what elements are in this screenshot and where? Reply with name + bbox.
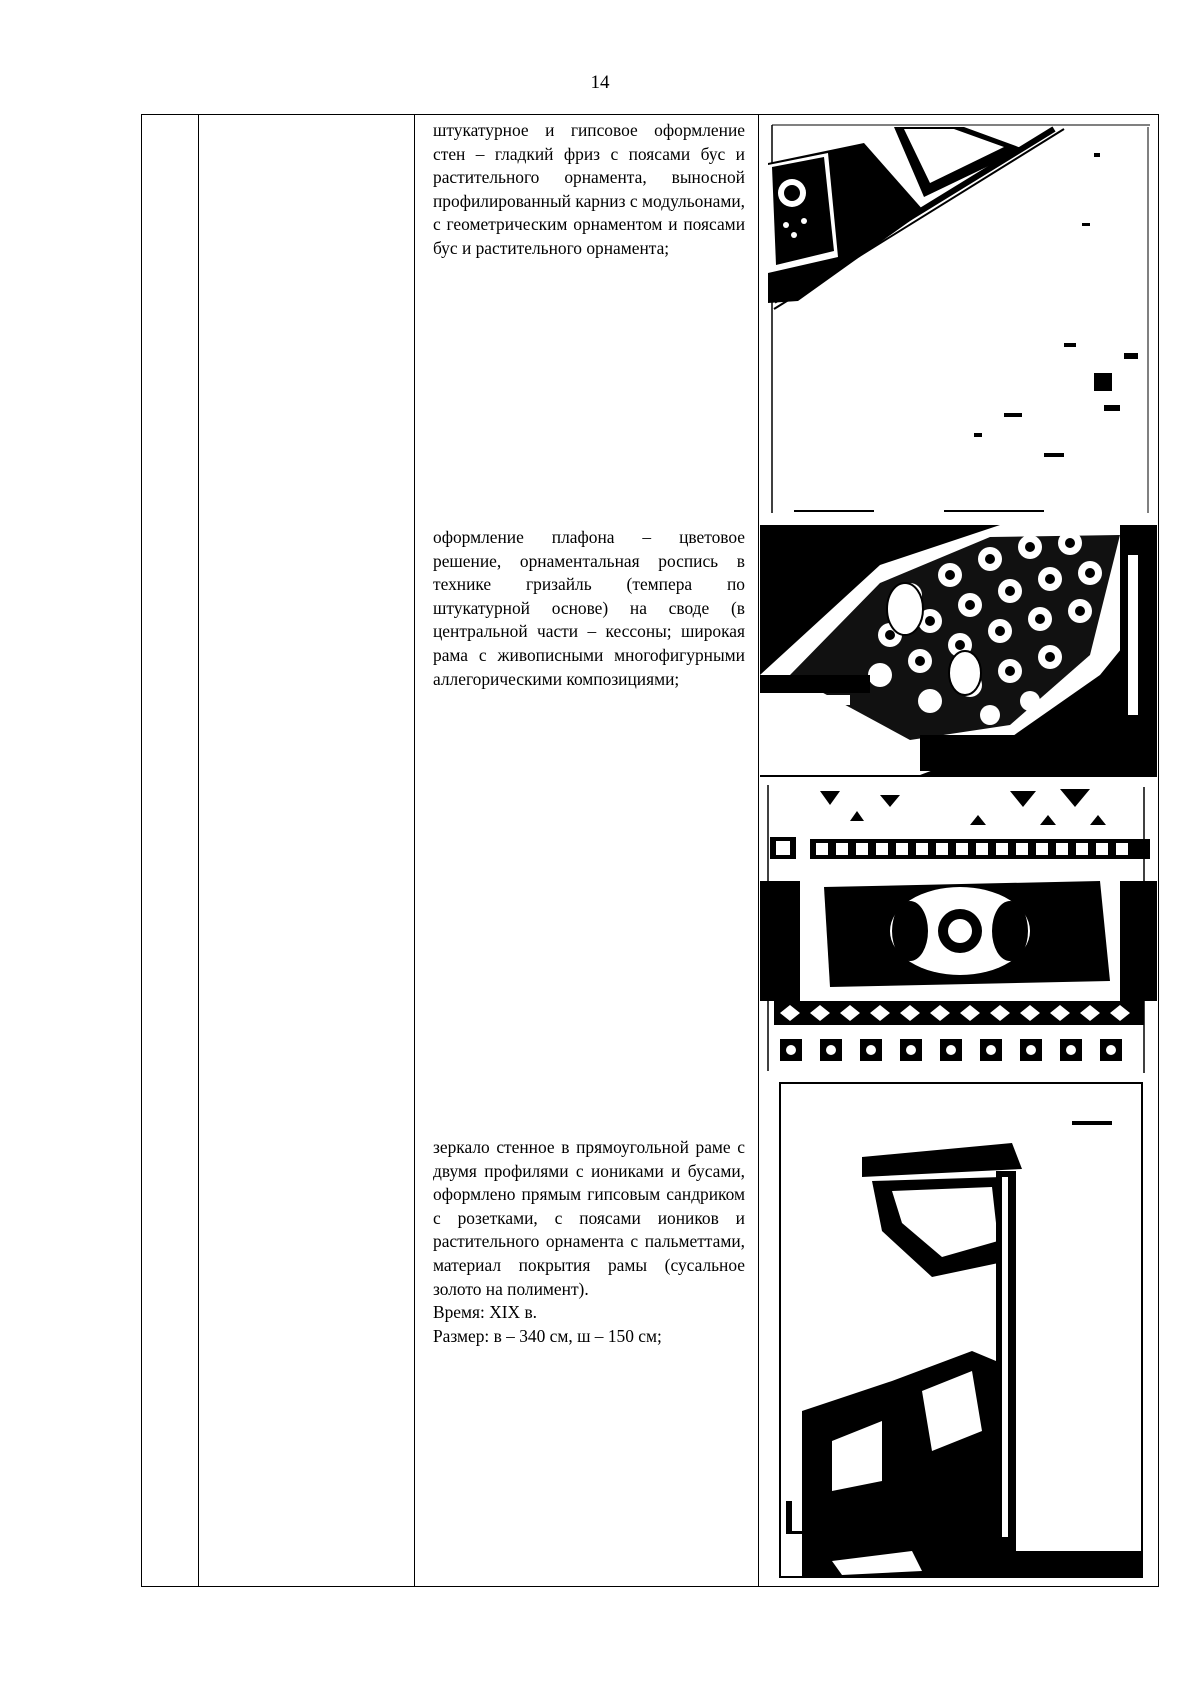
entry-wall-mirror-period: Время: XIX в.: [433, 1302, 538, 1323]
photo-ceiling-ornament: [760, 781, 1157, 1077]
entry-wall-mirror-size: Размер: в – 340 см, ш – 150 см;: [433, 1325, 662, 1346]
entry-wall-mirror: [433, 1136, 745, 1348]
column-divider-1: [198, 115, 199, 1586]
page-number: 14: [590, 72, 610, 93]
entry-wall-mirror-text: зеркало стенное в прямоугольной раме с двумя профилями с иониками и бусами, оформлено прямым гипсовым сандриком с розетками, с поясами иоников и растительного орнамента с пальметтами, материал покрытия рамы (сусальное золото на полимент).: [433, 1137, 745, 1299]
entry-wall-decoration: [433, 119, 745, 261]
column-divider-3: [758, 115, 759, 1586]
inventory-table: [141, 114, 1159, 1587]
entry-ceiling-decoration-text: оформление плафона – цветовое решение, орнаментальная роспись в технике гризайль (темпера по штукатурной основе) на своде (в центральной части – кессоны; широкая рама с живописными многофигурными аллегорическими композициями;: [433, 527, 745, 689]
entry-ceiling-decoration: [433, 526, 745, 691]
column-divider-2: [414, 115, 415, 1586]
photo-wall-cornice: [764, 123, 1154, 519]
entry-wall-decoration-text: штукатурное и гипсовое оформление стен – гладкий фриз с поясами бус и растительного орнамента, выносной профилированный карниз с модульонами, с геометрическим орнаментом и поясами бус и растительного орнамента;: [433, 120, 745, 258]
photo-ceiling-coffers: [760, 525, 1157, 777]
photo-wall-mirror: [772, 1081, 1152, 1581]
